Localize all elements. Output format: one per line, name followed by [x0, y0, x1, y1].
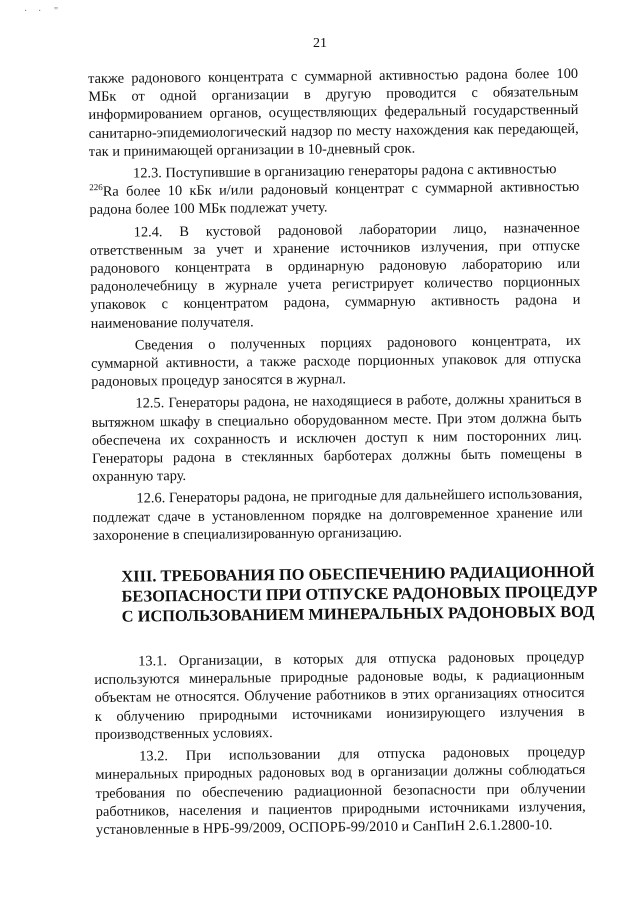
section-title-line: С ИСПОЛЬЗОВАНИЕМ МИНЕРАЛЬНЫХ РАДОНОВЫХ ВОД: [121, 601, 595, 626]
paragraph-continuation: также радонового концентрата с суммарной активностью радона более 100 МБк от одной организации в другую проводится с обязательным информированием органов, осуществляющих федеральный государственный санитарно-эпидемиологический надзор по месту нахождения как передающей, так и принимающей организации в 10-дневный срок.: [88, 65, 579, 160]
section-title: [121, 561, 598, 627]
paragraph-12-3: [89, 160, 580, 220]
paragraph-records: Сведения о полученных порциях радонового концентрата, их суммарной активности, а также расходе порционных упаковок для отпуска радоновых процедур заносятся в журнал.: [90, 332, 582, 391]
section-title-line: БЕЗОПАСНОСТИ ПРИ ОТПУСКЕ РАДОНОВЫХ ПРОЦЕДУР: [121, 581, 598, 606]
paragraph-13-1: 13.1. Организации, в которых для отпуска радоновых процедур используются минеральные природные радоновые воды, к радиационным объектам не относятся. Облучение работников в этих организациях относится к облучению природными источниками ионизирующего излучения в производственных условиях.: [94, 648, 585, 743]
paragraph-12-6: 12.6. Генераторы радона, не пригодные для дальнейшего использования, подлежат сдаче в установленном порядке на долговременное хранение или захоронение в специализированную организацию.: [92, 486, 583, 544]
paragraph-12-3-rest: Ra более 10 кБк и/или радоновый концентрат с суммарной активностью радона более 100 МБк подлежат учету.: [89, 179, 580, 219]
page-number: 21: [313, 36, 327, 51]
paragraph-12-3-lead: 12.3. Поступившие в организацию генераторы радона с активностью: [133, 161, 557, 182]
page-content: [88, 65, 598, 843]
scan-artifact-mark: ": [54, 6, 59, 17]
paragraph-12-4: 12.4. В кустовой радоновой лаборатории лицо, назначенное ответственным за учет и хранение источников излучения, при отпуске радонового концентрата в ординарную радоновую лабораторию или радонолечебницу в журнале учета регистрирует количество порционных упаковок с концентратом радона, суммарную активность радона и наименование получателя.: [89, 219, 581, 332]
isotope-mass-number: 226: [89, 182, 103, 193]
paragraph-13-2: 13.2. При использовании для отпуска радоновых процедур минеральных природных радоновых вод в организации должны соблюдаться требования по обеспечению радиационной безопасности при облучении работников, населения и пациентов природными источниками излучения, установленные в НРБ-99/2009, ОСПОРБ-99/2010 и СанПиН 2.6.1.2800-10.: [95, 743, 586, 838]
section-title-line: XIII. ТРЕБОВАНИЯ ПО ОБЕСПЕЧЕНИЮ РАДИАЦИОННОЙ: [121, 561, 595, 586]
scan-artifact-mark: ·: [38, 6, 42, 17]
scan-artifact-mark: ·: [24, 6, 28, 17]
paragraph-12-5: 12.5. Генераторы радона, не находящиеся в работе, должны храниться в вытяжном шкафу в специально оборудованном месте. При этом должна быть обеспечена их сохранность и исключен доступ к ним посторонних лиц. Генераторы радона в стеклянных барботерах должны быть помещены в охранную тару.: [91, 391, 583, 486]
